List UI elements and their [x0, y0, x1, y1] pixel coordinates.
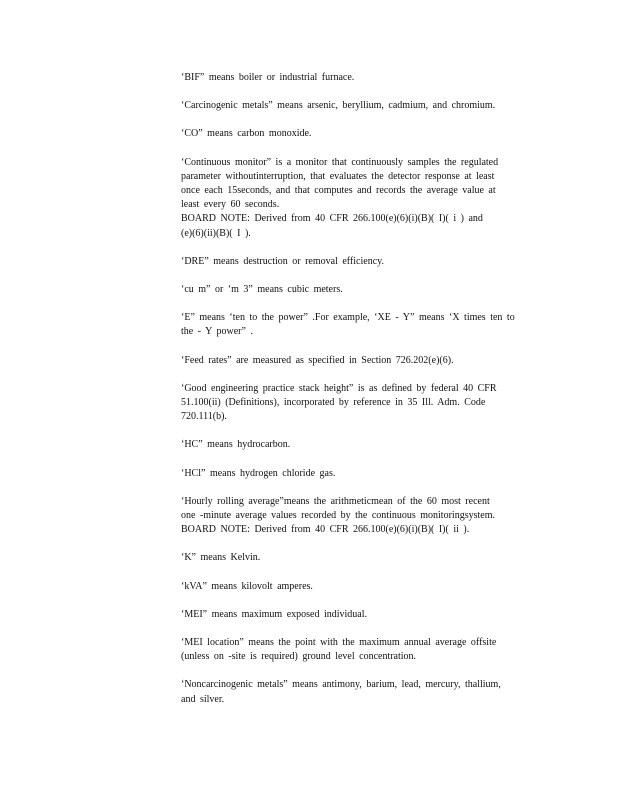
definition-line: (unless on -site is required) ground level concentration. [181, 651, 417, 663]
definition-line: ‘Continuous monitor” is a monitor that continuously samples the regulated [181, 156, 499, 168]
definition-line: 51.100(ii) (Definitions), incorporated by reference in 35 Ill. Adm. Code [181, 397, 486, 409]
board-note-line: BOARD NOTE: Derived from 40 CFR 266.100(e)(6)(i)(B)( I)( ii ). [181, 524, 470, 536]
definition-k [181, 551, 543, 565]
definition-line: ‘kVA” means kilovolt amperes. [181, 580, 313, 592]
definition-line: the - Y power” . [181, 326, 253, 338]
definition-hcl [181, 467, 543, 481]
definition-line: ‘Feed rates” are measured as specified in Section 726.202(e)(6). [181, 354, 454, 366]
definition-bif [181, 71, 543, 85]
definition-co [181, 127, 543, 141]
definition-line: ‘HC” means hydrocarbon. [181, 439, 291, 451]
definition-line: one -minute average values recorded by the continuous monitoringsystem. [181, 510, 495, 522]
definition-line: ‘Carcinogenic metals” means arsenic, beryllium, cadmium, and chromium. [181, 100, 496, 112]
definition-line: ‘cu m” or ‘m 3” means cubic meters. [181, 284, 343, 296]
definition-e [181, 311, 543, 339]
definition-feed-rates [181, 354, 543, 368]
definition-mei [181, 608, 543, 622]
definition-line: ‘BIF” means boiler or industrial furnace. [181, 72, 355, 83]
definition-line: least every 60 seconds. [181, 199, 280, 211]
definition-dre [181, 255, 543, 269]
definition-carcinogenic-metals [181, 99, 543, 113]
definition-line: ‘Noncarcinogenic metals” means antimony, barium, lead, mercury, thallium, [181, 679, 501, 691]
board-note-line: BOARD NOTE: Derived from 40 CFR 266.100(e)(6)(i)(B)( I)( i ) and [181, 213, 483, 225]
definition-line: ‘MEI” means maximum exposed individual. [181, 608, 368, 620]
definition-line: ‘E” means ‘ten to the power” .For example, ‘XE - Y” means ‘X times ten to [181, 312, 515, 324]
definition-continuous-monitor [181, 156, 543, 241]
definition-line: and silver. [181, 693, 225, 705]
definition-kva [181, 580, 543, 594]
definition-hc [181, 438, 543, 452]
definition-line: ‘CO” means carbon monoxide. [181, 128, 312, 140]
board-note-line: (e)(6)(ii)(B)( I ). [181, 227, 251, 239]
definition-line: ‘DRE” means destruction or removal efficiency. [181, 255, 384, 267]
definition-cubic-meters [181, 283, 543, 297]
definition-line: once each 15seconds, and that computes and records the average value at [181, 185, 496, 197]
definition-line: ‘Good engineering practice stack height” is as defined by federal 40 CFR [181, 382, 497, 394]
definition-line: parameter withoutinterruption, that evaluates the detector response at least [181, 170, 495, 182]
definition-line: ‘MEI location” means the point with the maximum annual average offsite [181, 637, 497, 649]
definition-line: 720.111(b). [181, 411, 227, 423]
definition-good-engineering-practice [181, 382, 543, 425]
definition-line: ‘Hourly rolling average”means the arithmeticmean of the 60 most recent [181, 495, 490, 507]
definition-line: ‘K” means Kelvin. [181, 552, 261, 564]
definition-mei-location [181, 636, 543, 664]
definition-hourly-rolling-average [181, 495, 543, 538]
document-page [181, 71, 543, 707]
definition-noncarcinogenic-metals [181, 678, 543, 706]
definition-line: ‘HCl” means hydrogen chloride gas. [181, 467, 336, 479]
